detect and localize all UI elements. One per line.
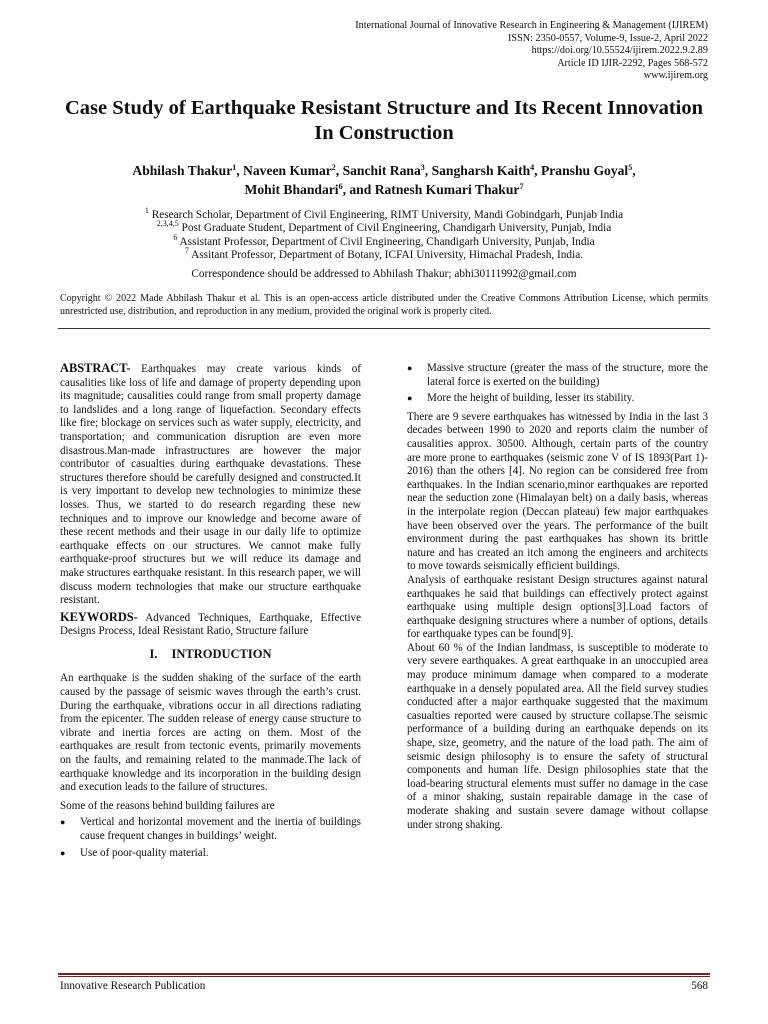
list-item-text: Vertical and horizontal movement and the inertia of buildings cause frequent changes in buildings’ weight. [80, 816, 361, 842]
author-name: Ratnesh Kumari Thakur [374, 181, 520, 197]
abstract-text: Earthquakes may create various kinds of causalities like loss of life and damage of property depending upon its magnitude; causalities could range from small property damage to landslides and a long range of liquefaction. Secondary effects like fire; blockage on services such as water supply, electricity, and transportation; and communication disruption are even more disastrous.Man-made infrastructures are however the major contributor of casualties during earthquake devastations. These structures therefore should be carefully designed and constructed.It is very important to develop new technologies to minimize these losses. Thus, we started to do research regarding these new techniques and to improve our knowledge and become aware of these recent methods and their usage in our daily life to optimize earthquake effects on our structures. We cannot make fully earthquake-proof structures but we will reduce its damage and make structures earthquake resistant. In this research paper, we will discuss modern technologies that make our structure earthquake resistant. [60, 363, 361, 607]
author-sup: 6 [338, 181, 343, 191]
body-paragraph: About 60 % of the Indian landmass, is susceptible to moderate to very severe earthquakes. A great earthquake in an unoccupied area may produce minimum damage when compared to a moderate earthquake in a densely populated area. All the field survey studies conducted after a major earthquake suggested that the maximum casualties reported were caused by structure collapse.The seismic performance of a building during an earthquake depends on its shape, size, geometry, and the nature of the load path. The aim of seismic design philosophy is to ensure the safety of structural components and human life. Design philosophies state that the load-bearing structural elements must suffer no damage in the case of a minor shaking, sustain repairable damage in the case of moderate shaking and sustain severe damage without collapse under strong shaking. [407, 641, 708, 831]
author-name: Sanchit Rana [342, 163, 421, 178]
bullet-icon: ● [407, 363, 413, 373]
journal-name: International Journal of Innovative Research in Engineering & Management (IJIREM) [355, 20, 708, 31]
journal-doi-link[interactable]: https://doi.org/10.55524/ijirem.2022.9.2.89 [531, 45, 708, 57]
author-sup: 4 [530, 163, 535, 172]
affiliation-sup: 7 [184, 245, 189, 255]
affiliation-text: Assitant Professor, Department of Botany, ICFAI University, Himachal Pradesh, India. [191, 248, 584, 261]
abstract-label: ABSTRACT- [60, 361, 131, 375]
section-title: INTRODUCTION [171, 646, 272, 661]
section-heading-introduction [60, 648, 361, 662]
list-item-text: Massive structure (greater the mass of the structure, more the lateral force is exerted on the building) [427, 362, 708, 388]
journal-issn: ISSN: 2350-0557, Volume-9, Issue-2, April 2022 [508, 32, 708, 44]
section-number: I. [149, 646, 158, 661]
reasons-intro: Some of the reasons behind building failures are [60, 799, 275, 812]
keywords-text: Advanced Techniques, Earthquake, Effective Designs Process, Ideal Resistant Ratio, Structure failure [60, 611, 361, 638]
journal-article-id: Article ID IJIR-2292, Pages 568-572 [557, 57, 708, 69]
author-separator: , and [342, 181, 375, 197]
author-sup: 5 [628, 163, 633, 172]
footer-divider [58, 973, 710, 975]
journal-header [188, 20, 708, 83]
right-column [407, 362, 708, 832]
author-separator: , [424, 163, 432, 178]
correspondence-line: Correspondence should be addressed to Abhilash Thakur; abhi30111992@gmail.com [191, 268, 577, 281]
page-number: 568 [691, 980, 708, 992]
author-sup: 7 [519, 181, 524, 191]
keywords-paragraph [60, 611, 361, 639]
bullet-icon: ● [60, 847, 66, 858]
author-sup: 3 [420, 163, 425, 172]
affiliation-item [60, 219, 708, 235]
list-item [407, 362, 708, 389]
body-paragraph: Analysis of earthquake resistant Design structures against natural earthquakes he said that buildings can effectively protect against earthquake using multiple design options[3].Load factors of earthquake designing structures where a number of options, details for earthquake types can be found[9]. [407, 573, 708, 641]
author-separator: , [335, 163, 343, 178]
author-separator: , [632, 163, 636, 178]
list-item [407, 392, 708, 406]
author-list [60, 162, 708, 199]
bullet-icon: ● [407, 393, 413, 404]
intro-paragraph: An earthquake is the sudden shaking of the surface of the earth caused by the passage of seismic waves through the earth’s crust. During the earthquake, vibrations occur in all directions radiating from the epicenter. The sudden release of energy cause structure to vibrate and inertia forces are acting on them. Most of the earthquakes are result from tectonic events, primarily movements on the faults, and remaining related to the manmade.The lack of earthquake knowledge and its incorporation in the building design and execution leads to the failure of structures. [60, 672, 361, 794]
keywords-label: KEYWORDS- [60, 609, 138, 624]
affiliation-sup: 6 [173, 232, 178, 242]
affiliation-item [60, 245, 708, 262]
failure-reasons-list-continued [407, 362, 708, 406]
failure-reasons-list [60, 816, 361, 860]
publisher-name: Innovative Research Publication [60, 980, 206, 992]
author-name: Sangharsh Kaith [431, 163, 531, 178]
affiliation-sup: 2,3,4,5 [156, 219, 179, 229]
body-paragraph: There are 9 severe earthquakes has witnessed by India in the last 3 decades between 1990 to 2020 and reports claim the number of causalities approx. 30500. Although, certain parts of the country are more prone to earthquakes (seismic zone V of IS 1893(Part 1)- 2016) than the others [4]. No region can be considered free from earthquakes. In the Indian scenario,minor earthquakes are reported near the seduction zone (Himalayan belt) on a daily basis, whereas in the interpolate region (Deccan plateau) few major earthquakes have been observed over the years. The performance of the built environment during the past earthquakes has shown its brittle nature and has created an itch among the engineers and architects to move towards seismically efficient buildings. [407, 410, 708, 573]
abstract-paragraph [60, 362, 361, 608]
author-separator: , [236, 163, 244, 178]
author-name: Mohit Bhandari [244, 181, 339, 197]
list-item [60, 816, 361, 843]
list-item [60, 847, 361, 861]
affiliation-sup: 1 [144, 206, 149, 215]
list-item-text: More the height of building, lesser its stability. [427, 392, 635, 405]
author-separator: , [534, 163, 541, 178]
author-sup: 2 [331, 163, 336, 172]
paper-title: Case Study of Earthquake Resistant Structure and Its Recent Innovation In Construction [64, 97, 704, 144]
header-divider [58, 328, 710, 329]
bullet-icon: ● [60, 817, 66, 828]
affiliation-text: Assistant Professor, Department of Civil Engineering, Chandigarh University, Punjab, India [179, 235, 595, 248]
list-item-text: Use of poor-quality material. [80, 846, 209, 859]
author-name: Naveen Kumar [243, 163, 332, 178]
author-sup: 1 [232, 163, 237, 172]
affiliation-text: Post Graduate Student, Department of Civil Engineering, Chandigarh University, Punjab, India [181, 222, 612, 235]
author-name: Abhilash Thakur [132, 163, 233, 178]
journal-website-link[interactable]: www.ijirem.org [643, 70, 708, 82]
affiliation-text: Research Scholar, Department of Civil Engineering, RIMT University, Mandi Gobindgarh, Punjab India [151, 209, 624, 221]
left-column [60, 362, 361, 860]
copyright-notice: Copyright © 2022 Made Abhilash Thakur et al. This is an open-access article distributed under the Creative Commons Attribution License, which permits unrestricted use, distribution, and reproduction in any medium, provided the original work is properly cited. [60, 293, 708, 317]
affiliations [60, 206, 708, 281]
author-name: Pranshu Goyal [540, 163, 629, 178]
affiliation-item [60, 232, 708, 249]
footer-divider-thin [58, 976, 710, 977]
